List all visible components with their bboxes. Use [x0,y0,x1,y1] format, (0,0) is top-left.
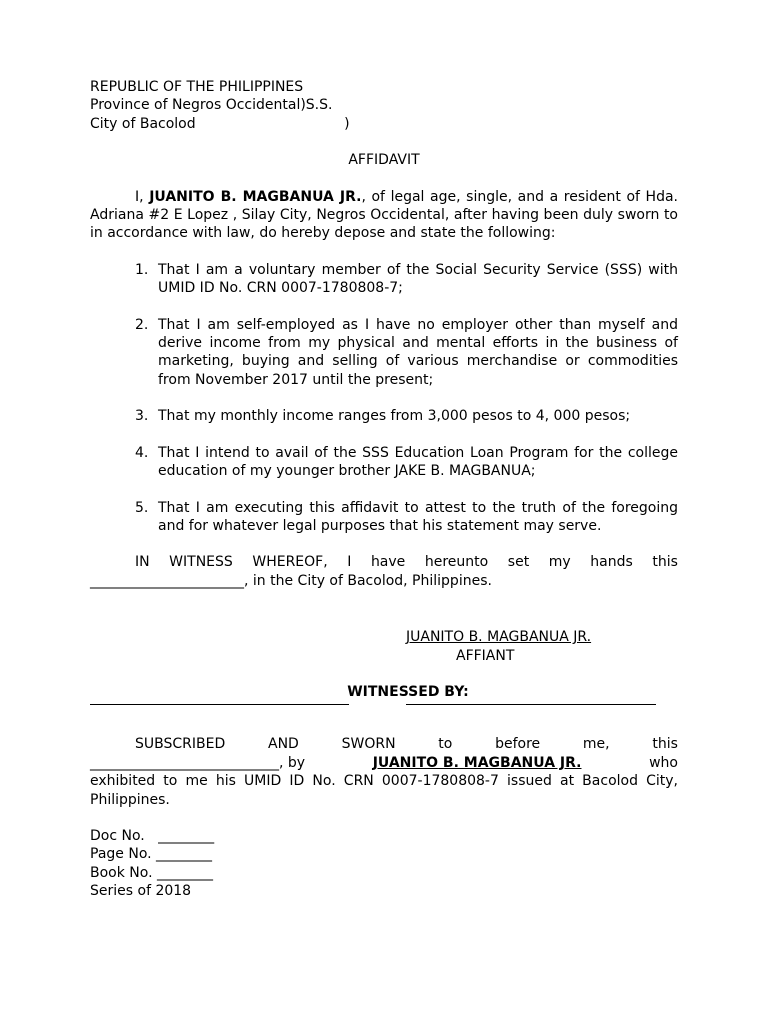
doc-no-row [90,827,678,845]
subscribed-date-group [90,754,305,772]
subscribed-rest: exhibited to me his UMID ID No. CRN 0007-1780808-7 issued at Bacolod City, Philippines. [90,773,678,808]
header-province: Province of Negros Occidental)S.S. [90,97,333,114]
list-item-text: That I am a voluntary member of the Social Security Service (SSS) with UMID ID No. CRN 0007-1780808-7; [158,261,678,297]
witness-word: my [548,554,571,571]
list-item [90,499,678,536]
witnessed-by-label: WITNESSED BY: [347,683,469,700]
series-row: Series of 2018 [90,883,192,900]
witness-word: WHEREOF, [252,554,328,571]
subscribed-word: this [652,736,678,753]
subscribed-line1 [90,735,678,753]
witness-word: have [370,554,406,571]
witness-clause-rest: , in the City of Bacolod, Philippines. [244,572,492,589]
witness-clause-line2 [90,572,678,590]
list-item-number: 2. [135,316,149,333]
list-item [90,444,678,481]
page-no-blank: ________ [156,846,213,863]
list-item-number: 3. [135,408,149,425]
witness-line-left [90,703,349,705]
subscribed-word: me, [582,736,610,753]
book-no-row [90,864,678,882]
affidavit-document [90,78,678,901]
witness-line-right [406,703,656,705]
intro-post: , of legal age, single, and a resident of Hda. Adriana #2 E Lopez , Silay City, Negros Occidental, after having been duly sworn to in accordance with law, do hereby depose and state the following: [90,188,679,242]
signature-block [406,628,678,665]
list-item-text: That my monthly income ranges from 3,000 pesos to 4, 000 pesos; [158,408,631,425]
date-blank: ______________________ [90,572,244,589]
list-item-number: 5. [135,499,149,516]
intro-paragraph [90,188,678,243]
list-item-text: That I am self-employed as I have no employer other than myself and derive income from my physical and mental efforts in the business of marketing, buying and selling of various merchandise or commodities from November 2017 until the present; [158,316,678,388]
doc-no-label: Doc No. [90,827,145,844]
subscribed-by: , by [279,754,306,771]
subscribed-word: SUBSCRIBED [135,736,226,753]
list-item [90,316,678,390]
witness-word: hands [590,554,633,571]
book-no-label: Book No. [90,864,153,881]
witness-word: hereunto [424,554,489,571]
affiant-name-subscribed: JUANITO B. MAGBANUA JR. [372,754,582,771]
subscribed-line2 [90,754,678,772]
witness-word: this [652,554,678,571]
witness-clause-line1 [90,553,678,571]
page-no-row [90,845,678,863]
header-city-paren: ) [344,115,350,132]
witness-word: IN [135,554,150,571]
doc-no-blank: ________ [158,827,215,844]
witnessed-by-heading [90,683,678,701]
subscribed-date-blank: ___________________________ [90,754,279,771]
list-item [90,407,678,425]
witness-word: set [507,554,530,571]
witness-word: WITNESS [169,554,233,571]
affiant-name-intro: JUANITO B. MAGBANUA JR. [149,188,362,205]
subscribed-word: SWORN [341,736,396,753]
header-city-row [90,115,678,133]
document-title: AFFIDAVIT [348,152,420,169]
signatory-role: AFFIANT [456,647,515,664]
signatory-name: JUANITO B. MAGBANUA JR. [406,629,592,646]
list-item-number: 1. [135,261,149,278]
subscribed-who: who [649,754,678,771]
list-item-number: 4. [135,444,149,461]
header-republic: REPUBLIC OF THE PHILIPPINES [90,79,304,95]
page-no-label: Page No. [90,846,152,863]
book-no-blank: ________ [157,864,213,881]
list-item-text: That I am executing this affidavit to attest to the truth of the foregoing and for whatever legal purposes that his statement may serve. [158,499,678,534]
list-item-text: That I intend to avail of the SSS Education Loan Program for the college education of my younger brother JAKE B. MAGBANUA; [158,444,678,480]
witness-word: I [347,554,352,571]
intro-pre: I, [135,188,144,205]
subscribed-word: before [495,736,541,753]
list-item [90,261,678,298]
header-city: City of Bacolod [90,115,196,132]
subscribed-word: to [438,736,453,753]
subscribed-word: AND [268,736,299,753]
statement-list [90,261,678,535]
